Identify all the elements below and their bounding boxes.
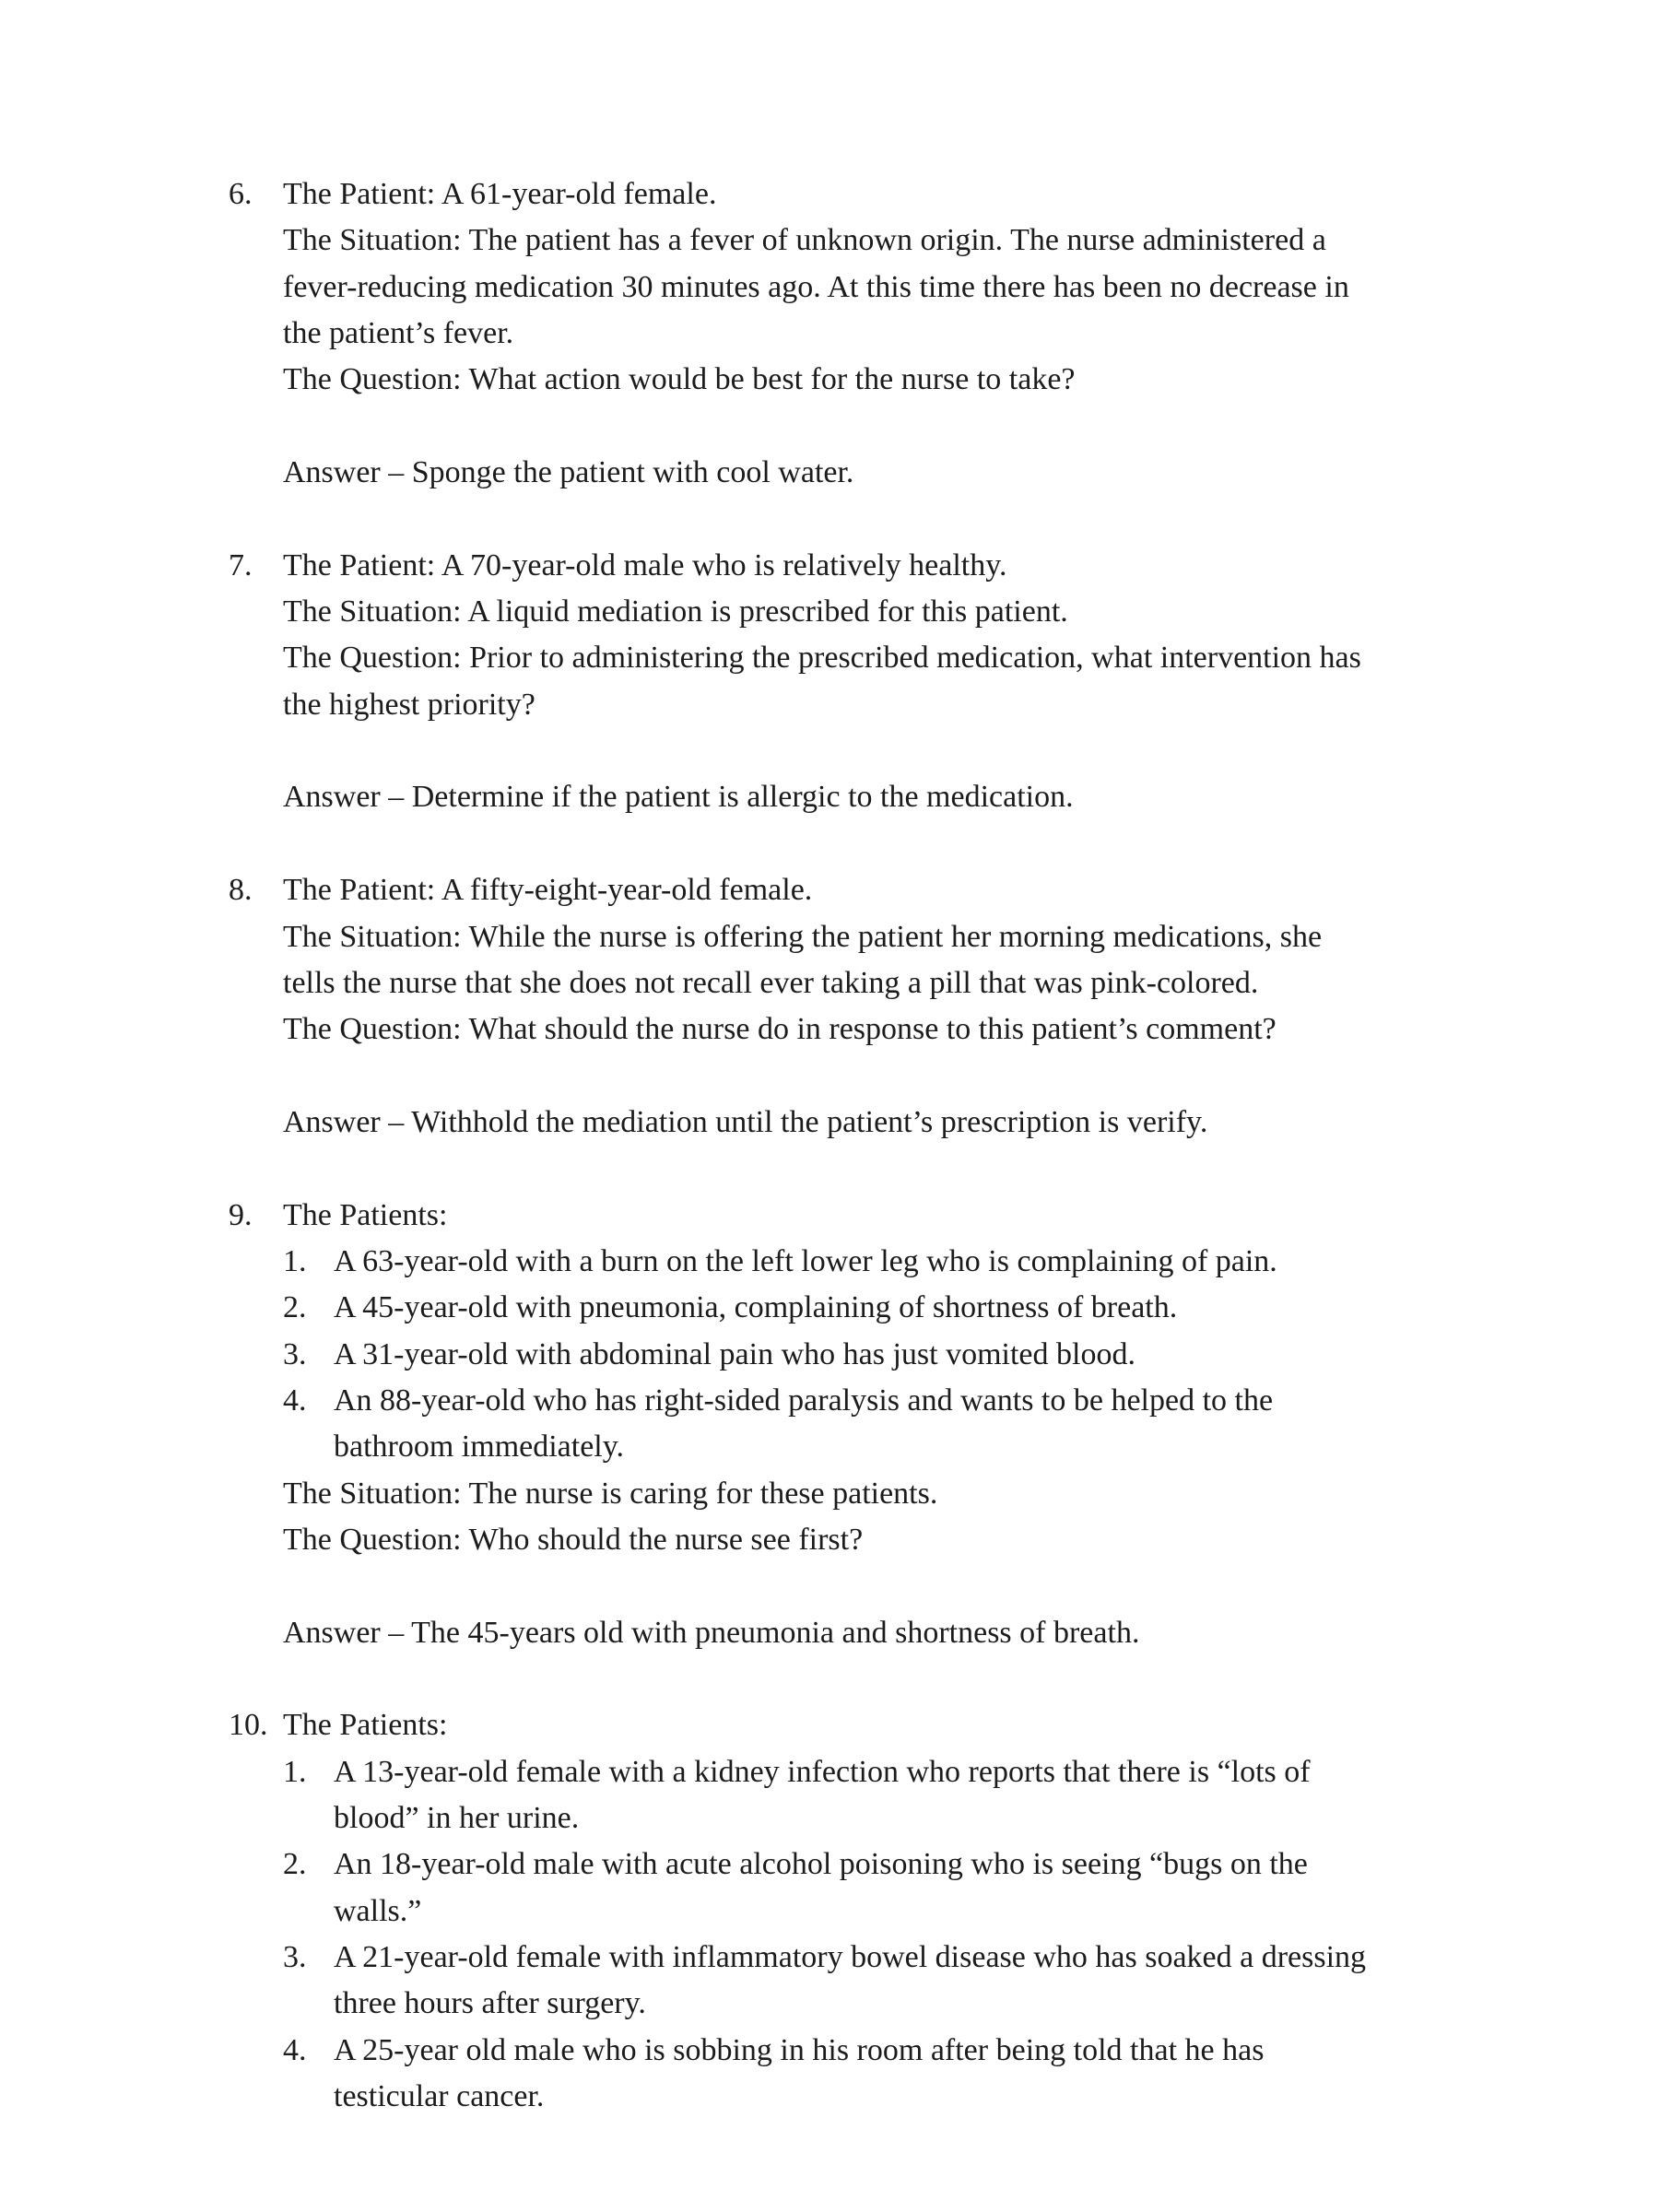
spacer: [283, 1146, 1519, 1192]
patient-description: three hours after surgery.: [334, 1986, 646, 2021]
sub-number: 4.: [283, 1382, 307, 1418]
question-text: The Question: What action would be best for the nurse to take?: [283, 362, 1076, 397]
patient-list-item: [283, 1378, 1519, 1471]
patient-text: The Patient: A 61-year-old female.: [283, 177, 717, 211]
item-number: 8.: [229, 873, 253, 908]
question-list: [229, 171, 1519, 2120]
sub-number: 2.: [283, 1847, 307, 1882]
patient-description: walls.”: [334, 1893, 422, 1928]
patient-text: The Patient: A fifty-eight-year-old female.: [283, 873, 813, 908]
patient-description: A 25-year old male who is sobbing in his room after being told that he has: [334, 2032, 1265, 2067]
patient-description: An 88-year-old who has right-sided paralysis and wants to be helped to the: [334, 1382, 1274, 1418]
patient-description: A 31-year-old with abdominal pain who has just vomited blood.: [334, 1336, 1135, 1371]
item-number: 6.: [229, 177, 253, 211]
spacer: [283, 1053, 1519, 1100]
question-item-10: [229, 1702, 1519, 2120]
item-number: 10.: [229, 1708, 268, 1743]
patient-list-item: [283, 1935, 1519, 2028]
patient-description: A 13-year-old female with a kidney infection who reports that there is “lots of: [334, 1754, 1311, 1789]
situation-text: The Situation: The patient has a fever of unknown origin. The nurse administered a: [283, 223, 1326, 258]
question-text: The Question: Prior to administering the prescribed medication, what intervention has: [283, 641, 1361, 676]
sub-number: 1.: [283, 1243, 307, 1278]
spacer: [283, 1563, 1519, 1609]
patient-list-item: [283, 1841, 1519, 1935]
patients-heading: The Patients:: [283, 1708, 448, 1743]
answer-text: Answer – Sponge the patient with cool water.: [283, 455, 854, 490]
question-text: the highest priority?: [283, 687, 535, 722]
question-text: The Question: Who should the nurse see first?: [283, 1522, 864, 1557]
spacer: [283, 821, 1519, 867]
patient-list-item: [283, 1285, 1519, 1331]
situation-text: The Situation: While the nurse is offering the patient her morning medications, she: [283, 919, 1323, 954]
patient-description: A 21-year-old female with inflammatory bowel disease who has soaked a dressing: [334, 1940, 1367, 1975]
patient-description: A 63-year-old with a burn on the left lower leg who is complaining of pain.: [334, 1243, 1277, 1278]
spacer: [283, 728, 1519, 774]
sub-number: 2.: [283, 1290, 307, 1325]
item-number: 7.: [229, 547, 253, 582]
spacer: [283, 404, 1519, 450]
patients-heading: The Patients:: [283, 1197, 448, 1232]
spacer: [283, 1656, 1519, 1702]
patient-text: The Patient: A 70-year-old male who is relatively healthy.: [283, 547, 1007, 582]
sub-number: 3.: [283, 1940, 307, 1975]
patient-list-item: [283, 1749, 1519, 1842]
patient-list-item: [283, 1332, 1519, 1378]
situation-text: tells the nurse that she does not recall ever taking a pill that was pink-colored.: [283, 965, 1259, 1000]
patient-description: A 45-year-old with pneumonia, complaining of shortness of breath.: [334, 1290, 1178, 1325]
patient-description: bathroom immediately.: [334, 1430, 625, 1465]
answer-text: Answer – Determine if the patient is allergic to the medication.: [283, 780, 1074, 815]
patient-description: testicular cancer.: [334, 2079, 545, 2114]
answer-text: Answer – The 45-years old with pneumonia and shortness of breath.: [283, 1615, 1140, 1650]
patient-list-item: [283, 2028, 1519, 2121]
situation-text: The Situation: A liquid mediation is prescribed for this patient.: [283, 594, 1068, 629]
patient-list-item: [283, 1239, 1519, 1285]
spacer: [283, 496, 1519, 542]
question-item-9: [229, 1193, 1519, 1703]
item-number: 9.: [229, 1197, 253, 1232]
question-item-6: [229, 171, 1519, 543]
situation-text: fever-reducing medication 30 minutes ago. At this time there has been no decrease in: [283, 269, 1349, 304]
situation-text: the patient’s fever.: [283, 316, 514, 351]
question-item-7: [229, 543, 1519, 867]
patient-description: blood” in her urine.: [334, 1801, 580, 1836]
question-text: The Question: What should the nurse do in response to this patient’s comment?: [283, 1012, 1277, 1047]
sub-number: 1.: [283, 1754, 307, 1789]
question-item-8: [229, 867, 1519, 1192]
sub-number: 4.: [283, 2032, 307, 2067]
patient-description: An 18-year-old male with acute alcohol poisoning who is seeing “bugs on the: [334, 1847, 1308, 1882]
situation-text: The Situation: The nurse is caring for these patients.: [283, 1476, 938, 1511]
sub-number: 3.: [283, 1336, 307, 1371]
answer-text: Answer – Withhold the mediation until the patient’s prescription is verify.: [283, 1104, 1208, 1139]
